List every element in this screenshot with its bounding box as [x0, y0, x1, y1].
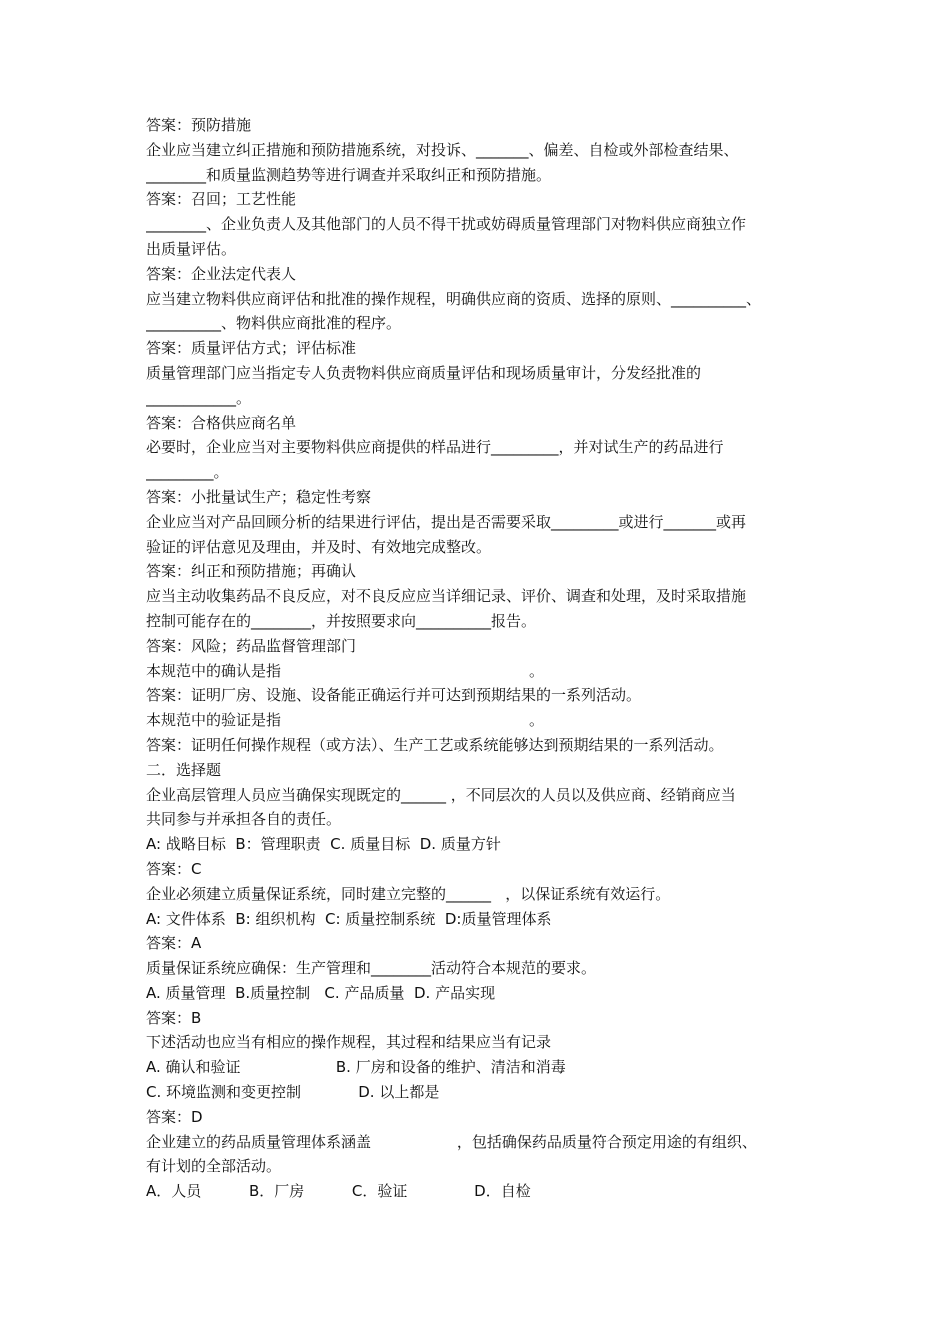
text-line: 企业应当建立纠正措施和预防措施系统，对投诉、_______、偏差、自检或外部检查结果、 — [146, 140, 739, 159]
text-line: __________、物料供应商批准的程序。 — [146, 314, 402, 333]
text-line: 答案：召回；工艺性能 — [146, 190, 297, 209]
text-line: 有计划的全部活动。 — [146, 1157, 282, 1176]
text-line: 必要时，企业应当对主要物料供应商提供的样品进行_________，并对试生产的药品进行 — [146, 438, 724, 457]
document-page — [146, 113, 826, 1204]
text-line: ________和质量监测趋势等进行调查并采取纠正和预防措施。 — [146, 165, 552, 184]
text-line: 应当建立物料供应商评估和批准的操作规程，明确供应商的资质、选择的原则、__________、 — [146, 289, 762, 308]
section-heading: 二．选择题 — [146, 760, 222, 779]
text-line: 验证的评估意见及理由，并及时、有效地完成整改。 — [146, 537, 492, 556]
text-line: 答案：企业法定代表人 — [146, 264, 297, 283]
text-line: 答案：小批量试生产；稳定性考察 — [146, 487, 372, 506]
options-line: A: 战略目标 B：管理职责 C. 质量目标 D. 质量方针 — [146, 835, 501, 854]
text-line: 企业应当对产品回顾分析的结果进行评估，提出是否需要采取_________或进行_______或再 — [146, 512, 747, 531]
text-line: 质量管理部门应当指定专人负责物料供应商质量评估和现场质量审计，分发经批准的 — [146, 363, 702, 382]
text-line: 答案：C — [146, 859, 202, 878]
text-line: 本规范中的确认是指 。 — [146, 661, 544, 680]
text-line: 答案：证明厂房、设施、设备能正确运行并可达到预期结果的一系列活动。 — [146, 686, 642, 705]
text-line: 答案：D — [146, 1107, 203, 1126]
text-line: 控制可能存在的________，并按照要求向__________报告。 — [146, 611, 537, 630]
text-line: 答案：B — [146, 1008, 202, 1027]
text-line: ________、企业负责人及其他部门的人员不得干扰或妨碍质量管理部门对物料供应商独立作 — [146, 215, 747, 234]
text-line: 本规范中的验证是指 。 — [146, 711, 544, 730]
text-line: 出质量评估。 — [146, 239, 237, 258]
text-line: 答案：纠正和预防措施；再确认 — [146, 562, 357, 581]
options-line: A．人员 B．厂房 C．验证 D．自检 — [146, 1182, 531, 1201]
options-line: A: 文件体系 B: 组织机构 C: 质量控制系统 D:质量管理体系 — [146, 909, 552, 928]
text-line: 答案：质量评估方式；评估标准 — [146, 339, 357, 358]
options-line: A. 质量管理 B.质量控制 C. 产品质量 D. 产品实现 — [146, 983, 496, 1002]
text-line: 答案：证明任何操作规程（或方法）、生产工艺或系统能够达到预期结果的一系列活动。 — [146, 735, 724, 754]
text-line: _________。 — [146, 463, 229, 482]
text-line: 企业高层管理人员应当确保实现既定的______ ，不同层次的人员以及供应商、经销商应当 — [146, 785, 736, 804]
text-line: 企业建立的药品质量管理体系涵盖 ，包括确保药品质量符合预定用途的有组织、 — [146, 1132, 757, 1151]
options-line: A. 确认和验证 B. 厂房和设备的维护、清洁和消毒 — [146, 1058, 566, 1077]
text-line: 应当主动收集药品不良反应，对不良反应应当详细记录、评价、调查和处理，及时采取措施 — [146, 587, 747, 606]
text-line: ____________。 — [146, 388, 252, 407]
text-line: 质量保证系统应确保：生产管理和________活动符合本规范的要求。 — [146, 959, 597, 978]
text-line: 答案：预防措施 — [146, 116, 252, 134]
text-line: 共同参与并承担各自的责任。 — [146, 810, 342, 829]
text-line: 答案：风险；药品监督管理部门 — [146, 636, 357, 655]
options-line: C. 环境监测和变更控制 D. 以上都是 — [146, 1083, 440, 1102]
text-line: 下述活动也应当有相应的操作规程，其过程和结果应当有记录 — [146, 1033, 552, 1052]
text-line: 答案：A — [146, 934, 202, 953]
text-line: 答案：合格供应商名单 — [146, 413, 297, 432]
text-line: 企业必须建立质量保证系统，同时建立完整的______ ，以保证系统有效运行。 — [146, 884, 671, 903]
